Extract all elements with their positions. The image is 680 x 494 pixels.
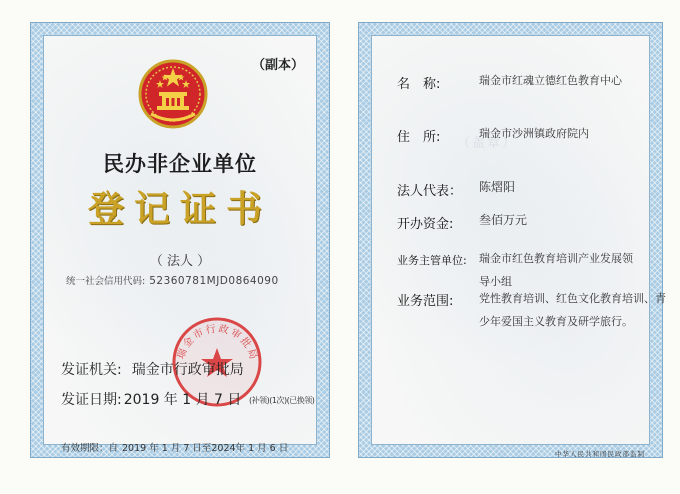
capital-row <box>397 213 641 232</box>
issuing-authority-footer: 中华人民共和国民政部监制 <box>555 450 645 458</box>
issue-date-label: 发证日期: <box>61 392 122 408</box>
scope-row <box>397 290 666 328</box>
copy-label: （副本） <box>251 58 304 73</box>
issue-date-line <box>61 389 241 409</box>
certificate-main-title: 登记证书 <box>87 188 272 230</box>
supervisor-value: 瑞金市红色教育培训产业发展领导小组 <box>479 252 633 288</box>
issuer-line <box>61 359 244 379</box>
legal-entity-type: （ 法人 ） <box>149 254 211 269</box>
seal-text: 瑞金市行政审批局 <box>175 323 259 363</box>
scope-value: 党性教育培训、红色文化教育培训、青少年爱国主义教育及研学旅行。 <box>479 292 666 328</box>
legal-rep-row <box>397 180 641 199</box>
scope-label: 业务范围: <box>397 294 454 309</box>
credit-code-line <box>66 273 279 287</box>
issuer-value: 瑞金市行政审批局 <box>131 362 244 378</box>
validity-label: 有效期限：自 <box>61 443 119 454</box>
issue-date-value: 2019 年 1 月 7 日 <box>123 392 242 408</box>
issuer-label: 发证机关: <box>61 362 122 378</box>
name-value: 瑞金市红魂立德红色教育中心 <box>479 74 622 87</box>
credit-code-label: 统一社会信用代码: <box>66 276 146 287</box>
capital-label: 开办资金: <box>397 217 454 232</box>
legal-rep-value: 陈熠阳 <box>479 180 516 194</box>
left-certificate-panel <box>30 22 330 458</box>
validity-value: 2019 年 1 月 7 日至2024年 1 月 6 日 <box>122 443 289 454</box>
supervisor-label: 业务主管单位: <box>397 254 467 267</box>
right-certificate-panel <box>358 22 666 458</box>
certificate-title: 民办非企业单位 <box>103 152 257 176</box>
legal-rep-label: 法人代表： <box>397 184 463 199</box>
handwritten-note: (补领)(1次)(已换领) <box>249 396 315 405</box>
faded-stamp-text: （盖章） <box>457 136 518 151</box>
national-emblem-icon <box>137 58 209 130</box>
right-panel-body <box>372 36 666 458</box>
name-row <box>397 73 641 92</box>
capital-value: 叁佰万元 <box>479 213 528 227</box>
credit-code-value: 52360781MJD0864090 <box>149 275 279 287</box>
left-panel-body <box>44 36 316 454</box>
address-row <box>397 126 641 145</box>
supervisor-row <box>397 252 641 288</box>
validity-line <box>61 440 288 454</box>
name-label: 名 称: <box>397 77 441 92</box>
address-label: 住 所: <box>397 130 441 145</box>
address-value: 瑞金市沙洲镇政府院内 <box>479 127 589 140</box>
